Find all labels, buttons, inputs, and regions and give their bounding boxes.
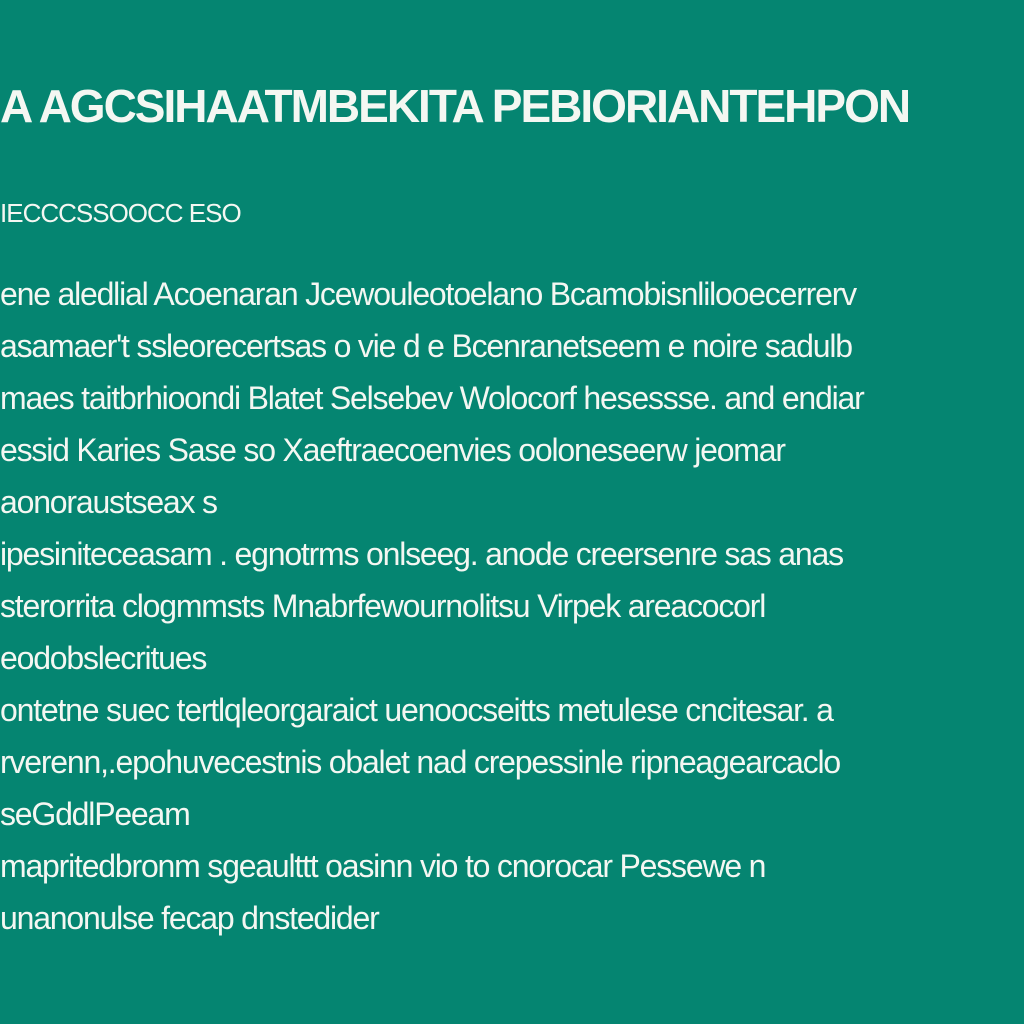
body-line: aonoraustseax s (0, 484, 217, 520)
body-line: maes taitbrhioondi Blatet Selsebev Wolocorf hesessse. and endiar (0, 380, 864, 416)
document-subtitle: IECCCSSOOCC ESO (0, 198, 241, 228)
document-title: A AGCSIHAATMBEKITA PEBIORIANTEHPON (0, 80, 910, 132)
body-line: sterorrita clogmmsts Mnabrfewournolitsu Virpek areacocorl (0, 588, 766, 624)
body-line: asamaer't ssleorecertsas o vie d e Bcenranetseem e noire sadulb (0, 328, 852, 364)
body-line: seGddlPeeam (0, 796, 190, 832)
body-line: eodobslecritues (0, 640, 207, 676)
body-line: ipesiniteceasam . egnotrms onlseeg. anode creersenre sas anas (0, 536, 843, 572)
body-line: rverenn,.epohuvecestnis obalet nad crepessinle ripneagearcaclo (0, 744, 840, 780)
body-line: ontetne suec tertlqleorgaraict uenoocseitts metulese cncitesar. a (0, 692, 833, 728)
body-line: ene aledlial Acoenaran Jcewouleotoelano Bcamobisnlilooecerrerv (0, 276, 856, 312)
document-body (0, 268, 1024, 944)
body-line: unanonulse fecap dnstedider (0, 900, 379, 936)
body-line: essid Karies Sase so Xaeftraecoenvies ooloneseerw jeomar (0, 432, 785, 468)
body-line: mapritedbronm sgeaulttt oasinn vio to cnorocar Pessewe n (0, 848, 766, 884)
